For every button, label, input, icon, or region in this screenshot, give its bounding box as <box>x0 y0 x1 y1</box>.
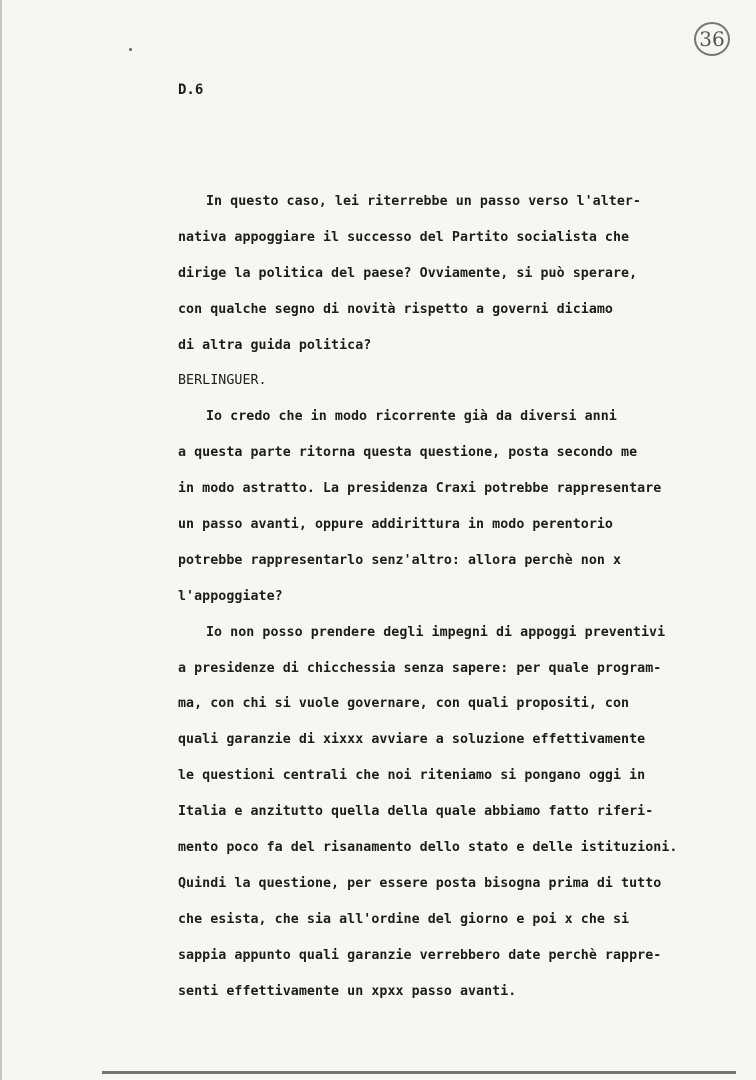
text-line: mento poco fa del risanamento dello stato e delle istituzioni. <box>178 840 678 856</box>
scan-edge <box>102 1071 736 1074</box>
text-line: sappia appunto quali garanzie verrebbero date perchè rappre- <box>178 947 662 963</box>
speaker-name: BERLINGUER. <box>178 373 267 389</box>
text-line: In questo caso, lei riterrebbe un passo verso l'alter- <box>206 194 641 209</box>
text-line: a presidenze di chicchessia senza sapere: per quale program- <box>178 660 662 676</box>
text-line: con qualche segno di novità rispetto a governi diciamo <box>178 301 613 317</box>
text-line: l'appoggiate? <box>178 588 283 604</box>
text-line: potrebbe rappresentarlo senz'altro: allora perchè non x <box>178 552 622 568</box>
text-line: Quindi la questione, per essere posta bisogna prima di tutto <box>178 875 662 891</box>
text-line: che esista, che sia all'ordine del giorno e poi x che si <box>178 911 630 927</box>
text-line: Italia e anzitutto quella della quale abbiamo fatto riferi- <box>178 804 654 820</box>
transcript-body <box>178 190 753 1015</box>
text-line: Io credo che in modo ricorrente già da diversi anni <box>206 409 617 425</box>
text-line: dirige la politica del paese? Ovviamente, si può sperare, <box>178 265 638 281</box>
speck <box>129 48 132 51</box>
page-reference: D.6 <box>178 82 204 98</box>
text-line: di altra guida politica? <box>178 337 372 353</box>
text-line: nativa appoggiare il successo del Partito socialista che <box>178 229 630 245</box>
text-line: ma, con chi si vuole governare, con quali propositi, con <box>178 696 630 712</box>
text-line: Io non posso prendere degli impegni di appoggi preventivi <box>206 624 666 640</box>
text-line: in modo astratto. La presidenza Craxi potrebbe rappresentare <box>178 481 662 497</box>
text-line: a questa parte ritorna questa questione, posta secondo me <box>178 445 638 461</box>
text-line: senti effettivamente un xpxx passo avanti. <box>178 983 517 999</box>
text-line: un passo avanti, oppure addirittura in modo perentorio <box>178 517 613 533</box>
page-number-stamp: 36 <box>694 22 730 56</box>
text-line: quali garanzie di xixxx avviare a soluzione effettivamente <box>178 732 646 748</box>
text-line: le questioni centrali che noi riteniamo si pongano oggi in <box>178 768 646 784</box>
